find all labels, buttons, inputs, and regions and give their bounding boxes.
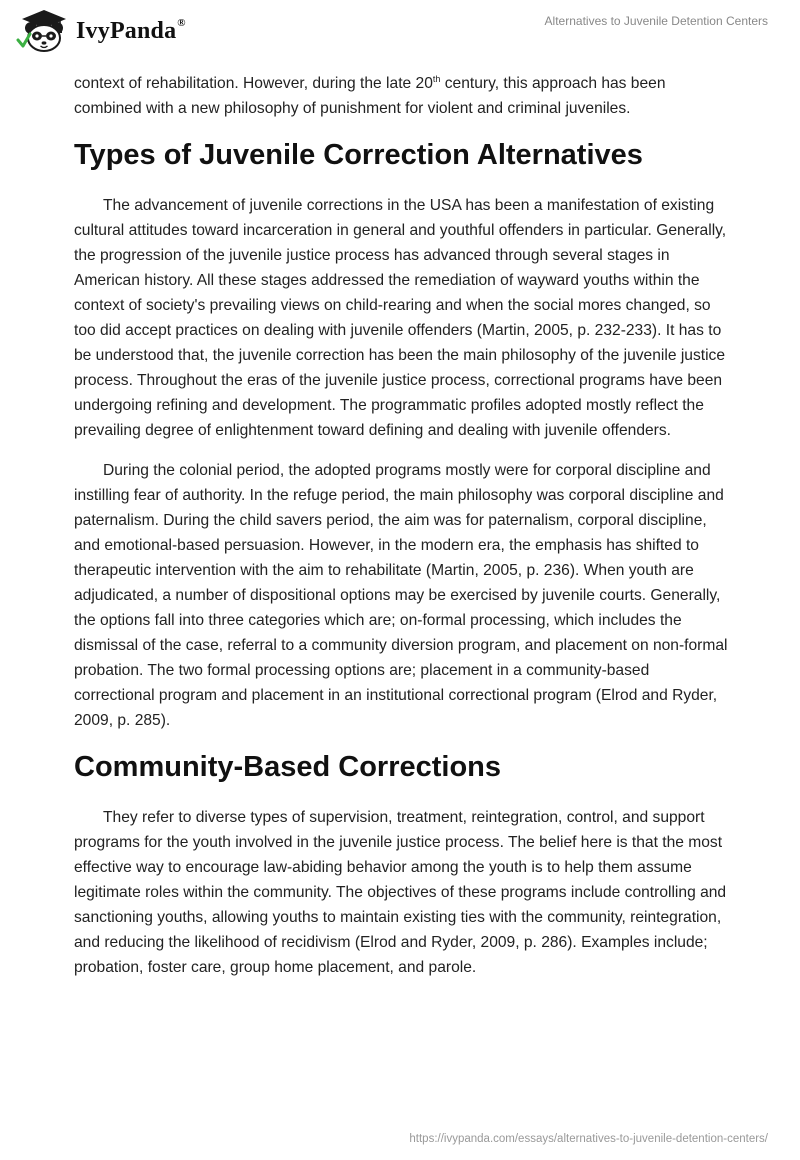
- brand-name: IvyPanda®: [76, 17, 186, 44]
- source-url[interactable]: https://ivypanda.com/essays/alternatives-to-juvenile-detention-centers/: [409, 1133, 768, 1145]
- intro-paragraph: [74, 71, 734, 121]
- intro-superscript: th: [432, 74, 441, 84]
- paragraph-community-1: They refer to diverse types of supervision, treatment, reintegration, control, and support programs for the youth involved in the juvenile justice process. The belief here is that the most effective way to encourage law-abiding behavior among the youth is to help them assume legitimate roles within the community. The objectives of these programs include controlling and sanctioning youths, allowing youths to maintain existing ties with the community, reintegration, and reducing the likelihood of recidivism (Elrod and Ryder, 2009, p. 286). Examples include; probation, foster care, group home placement, and parole.: [74, 809, 727, 976]
- section-heading-community: Community-Based Corrections: [74, 751, 502, 783]
- section-heading-types: Types of Juvenile Correction Alternatives: [74, 139, 643, 171]
- essay-content: [74, 71, 734, 995]
- page-header: [0, 0, 800, 68]
- panda-logo-icon: [16, 8, 72, 54]
- document-title: Alternatives to Juvenile Detention Centers: [544, 14, 768, 28]
- intro-text-start: context of rehabilitation. However, during the late 20: [74, 75, 433, 92]
- brand-logo[interactable]: [16, 8, 186, 54]
- registered-mark: ®: [177, 17, 186, 29]
- paragraph-types-1: The advancement of juvenile corrections in the USA has been a manifestation of existing cultural attitudes toward incarceration in general and youthful offenders in particular. Generally, the progression of the juvenile justice process has advanced through several stages in American history. All these stages addressed the remediation of wayward youths within the context of society's prevailing views on child-rearing and when the social mores changed, so too did accept practices on dealing with juvenile offenders (Martin, 2005, p. 232-233). It has to be understood that, the juvenile correction has been the main philosophy of the juvenile justice process. Throughout the eras of the juvenile justice process, correctional programs have been undergoing refining and development. The programmatic profiles adopted mostly reflect the prevailing degree of enlightenment toward defining and dealing with juvenile offenders.: [74, 197, 727, 439]
- paragraph-types-2: During the colonial period, the adopted programs mostly were for corporal discipline and instilling fear of authority. In the refuge period, the main philosophy was corporal discipline and paternalism. During the child savers period, the aim was for paternalism, corporal discipline, and emotional-based persuasion. However, in the modern era, the emphasis has shifted to therapeutic intervention with the aim to rehabilitate (Martin, 2005, p. 236). When youth are adjudicated, a number of dispositional options may be exercised by juvenile courts. Generally, the options fall into three categories which are; on-formal processing, which includes the dismissal of the case, referral to a community diversion program, and placement on non-formal probation. The two formal processing options are; placement in a community-based correctional program and placement in an institutional correctional program (Elrod and Ryder, 2009, p. 285).: [74, 462, 728, 729]
- intro-text-end: century, this approach has been combined with a new philosophy of punishment for violent and criminal juveniles.: [74, 75, 666, 117]
